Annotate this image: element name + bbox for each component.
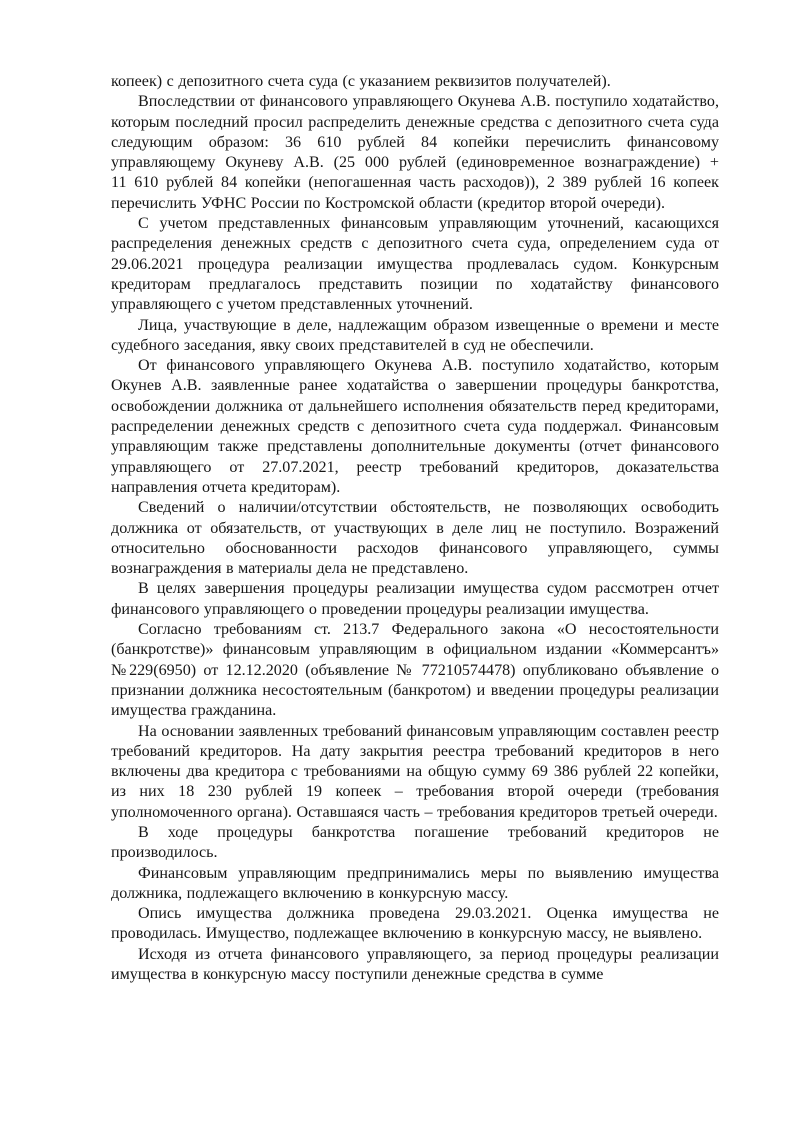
paragraph: В целях завершения процедуры реализации имущества судом рассмотрен отчет финансового управляющего о проведении процедуры реализации имущества. (111, 580, 719, 618)
paragraph: Впоследствии от финансового управляющего Окунева А.В. поступило ходатайство, которым последний просил распределить денежные средства с депозитного счета суда следующим образом: 36 610 рублей 84 копейки перечислить финансовому управляющему Окуневу А.В. (25 000 рублей (единовременное вознаграждение) + 11 610 рублей 84 копейки (непогашенная часть расходов)), 2 389 рублей 16 копеек перечислить УФНС России по Костромской области (кредитор второй очереди). (111, 93, 719, 212)
paragraph: Согласно требованиям ст. 213.7 Федерального закона «О несостоятельности (банкротстве)» финансовым управляющим в официальном издании «Коммерсантъ» №229(6950) от 12.12.2020 (объявление № 77210574478) опубликовано объявление о признании должника несостоятельным (банкротом) и введении процедуры реализации имущества гражданина. (111, 621, 719, 720)
paragraph: Сведений о наличии/отсутствии обстоятельств, не позволяющих освободить должника от обязательств, от участвующих в деле лиц не поступило. Возражений относительно обоснованности расходов финансового управляющего, суммы вознаграждения в материалы дела не представлено. (111, 499, 719, 578)
paragraph: Финансовым управляющим предпринимались меры по выявлению имущества должника, подлежащего включению в конкурсную массу. (111, 864, 719, 902)
paragraph: От финансового управляющего Окунева А.В. поступило ходатайство, которым Окунев А.В. заявленные ранее ходатайства о завершении процедуры банкротства, освобождении должника от дальнейшего исполнения обязательств перед кредиторами, распределении денежных средств с депозитного счета суда поддержал. Финансовым управляющим также представлены дополнительные документы (отчет финансового управляющего от 27.07.2021, реестр требований кредиторов, доказательства направления отчета кредиторам). (111, 357, 719, 496)
paragraph: На основании заявленных требований финансовым управляющим составлен реестр требований кредиторов. На дату закрытия реестра требований кредиторов в него включены два кредитора с требованиями на общую сумму 69 386 рублей 22 копейки, из них 18 230 рублей 19 копеек – требования второй очереди (требования уполномоченного органа). Оставшаяся часть – требования кредиторов третьей очереди. (111, 722, 719, 821)
paragraph: В ходе процедуры банкротства погашение требований кредиторов не производилось. (111, 823, 719, 862)
paragraph: Лица, участвующие в деле, надлежащим образом извещенные о времени и месте судебного заседания, явку своих представителей в суд не обеспечили. (111, 316, 719, 354)
paragraph: Исходя из отчета финансового управляющего, за период процедуры реализации имущества в конкурсную массу поступили денежные средства в сумме (111, 945, 719, 984)
document-text-block (111, 72, 719, 985)
paragraph-continuation: копеек) с депозитного счета суда (с указанием реквизитов получателей). (111, 73, 611, 90)
paragraph: С учетом представленных финансовым управляющим уточнений, касающихся распределения денежных средств с депозитного счета суда, определением суда от 29.06.2021 процедура реализации имущества продлевалась судом. Конкурсным кредиторам предлагалось представить позиции по ходатайству финансового управляющего с учетом представленных уточнений. (111, 215, 719, 314)
paragraph: Опись имущества должника проведена 29.03.2021. Оценка имущества не проводилась. Имущество, подлежащее включению в конкурсную массу, не выявлено. (111, 905, 719, 943)
